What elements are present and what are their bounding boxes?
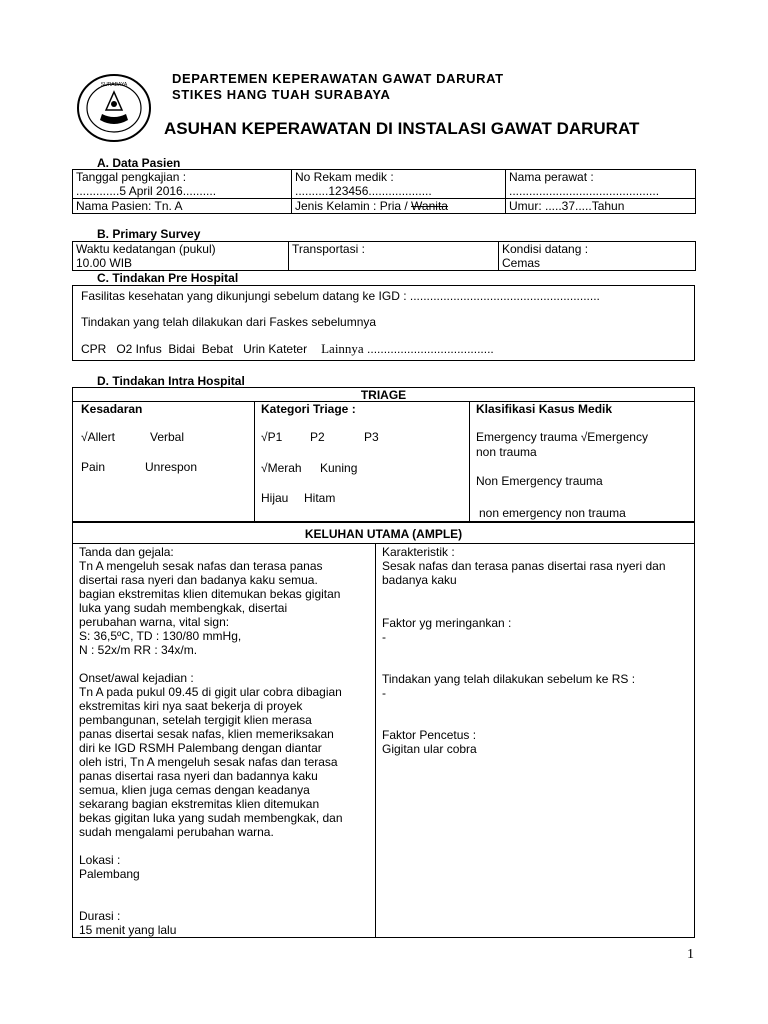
tindakan-line: Tindakan yang telah dilakukan dari Faskes sebelumnya bbox=[81, 315, 377, 329]
klasifikasi-header: Klasifikasi Kasus Medik bbox=[476, 402, 613, 416]
section-d-title: D. Tindakan Intra Hospital bbox=[97, 374, 245, 388]
transport-label: Transportasi : bbox=[292, 242, 365, 256]
tanggal-value: .............5 April 2016.......... bbox=[76, 184, 217, 198]
tindakan-rs-value: - bbox=[382, 686, 386, 700]
section-b-title: B. Primary Survey bbox=[97, 227, 201, 241]
kategori-p1: √P1 bbox=[261, 430, 283, 444]
waktu-label: Waktu kedatangan (pukul) bbox=[76, 242, 216, 256]
umur: Umur: .....37.....Tahun bbox=[506, 199, 696, 214]
kesadaran-pain: Pain bbox=[81, 460, 106, 474]
data-pasien-table bbox=[72, 169, 696, 214]
kategori-hijau: Hijau bbox=[261, 491, 289, 505]
department-title: DEPARTEMEN KEPERAWATAN GAWAT DARURAT bbox=[172, 71, 504, 86]
klasifikasi-non-emergency-trauma: Non Emergency trauma bbox=[476, 474, 603, 488]
kategori-kuning: Kuning bbox=[320, 461, 358, 475]
institution-logo bbox=[76, 70, 152, 146]
faktor-value: - bbox=[382, 630, 386, 644]
triage-header: TRIAGE bbox=[360, 388, 407, 402]
klasifikasi-emergency: Emergency trauma √Emergency bbox=[476, 430, 648, 444]
kesadaran-allert: √Allert bbox=[81, 430, 115, 444]
nama-pasien: Nama Pasien: Tn. A bbox=[73, 199, 292, 214]
kategori-merah: √Merah bbox=[261, 461, 302, 475]
jenis-kelamin-struck: Wanita bbox=[411, 199, 448, 213]
kesadaran-header: Kesadaran bbox=[81, 402, 143, 416]
kondisi-value: Cemas bbox=[502, 256, 541, 270]
primary-survey-table bbox=[72, 241, 696, 271]
waktu-value: 10.00 WIB bbox=[76, 256, 133, 270]
school-title: STIKES HANG TUAH SURABAYA bbox=[172, 87, 391, 102]
karakteristik-label: Karakteristik : bbox=[382, 545, 455, 559]
lainnya-dots: ...................................... bbox=[367, 342, 494, 356]
klasifikasi-emergency-cont: non trauma bbox=[476, 445, 537, 459]
rekam-cell bbox=[292, 170, 506, 199]
kesadaran-unrespon: Unrespon bbox=[145, 460, 198, 474]
lainnya-label: Lainnya bbox=[321, 341, 364, 356]
section-c-title: C. Tindakan Pre Hospital bbox=[97, 271, 239, 285]
tanggal-cell bbox=[73, 170, 292, 199]
tindakan-options bbox=[81, 342, 494, 356]
rekam-value: ..........123456................... bbox=[295, 184, 432, 198]
kondisi-cell bbox=[499, 242, 696, 271]
karakteristik-value: Sesak nafas dan terasa panas disertai rasa nyeri dan badanya kaku bbox=[382, 559, 666, 587]
faktor-label: Faktor yg meringankan : bbox=[382, 616, 512, 630]
logo-text: SURABAYA bbox=[100, 82, 128, 88]
perawat-label: Nama perawat : bbox=[509, 170, 594, 184]
perawat-value: ............................................. bbox=[509, 184, 660, 198]
kategori-hitam: Hitam bbox=[304, 491, 336, 505]
options-text: CPR O2 Infus Bidai Bebat Urin Kateter bbox=[81, 342, 308, 356]
transport-cell bbox=[289, 242, 499, 271]
tindakan-rs-label: Tindakan yang telah dilakukan sebelum ke RS : bbox=[382, 672, 636, 686]
kategori-header: Kategori Triage : bbox=[261, 402, 356, 416]
waktu-cell bbox=[73, 242, 289, 271]
fasilitas-line: Fasilitas kesehatan yang dikunjungi sebelum datang ke IGD : ......................................................... bbox=[81, 289, 600, 303]
kategori-p2: P2 bbox=[310, 430, 325, 444]
perawat-cell bbox=[506, 170, 696, 199]
pencetus-value: Gigitan ular cobra bbox=[382, 742, 477, 756]
kesadaran-verbal: Verbal bbox=[150, 430, 185, 444]
pre-hospital-box bbox=[72, 285, 695, 361]
page-title: ASUHAN KEPERAWATAN DI INSTALASI GAWAT DARURAT bbox=[164, 119, 640, 138]
jenis-kelamin-cell bbox=[292, 199, 506, 214]
tanggal-label: Tanggal pengkajian : bbox=[76, 170, 187, 184]
kategori-p3: P3 bbox=[364, 430, 379, 444]
kondisi-label: Kondisi datang : bbox=[502, 242, 589, 256]
keluhan-header: KELUHAN UTAMA (AMPLE) bbox=[304, 527, 463, 541]
section-a-title: A. Data Pasien bbox=[97, 156, 181, 170]
page-number: 1 bbox=[687, 947, 694, 962]
jenis-kelamin: Jenis Kelamin : Pria / bbox=[295, 199, 412, 213]
pencetus-label: Faktor Pencetus : bbox=[382, 728, 477, 742]
rekam-label: No Rekam medik : bbox=[295, 170, 394, 184]
klasifikasi-non-emergency-non-trauma: non emergency non trauma bbox=[479, 506, 626, 520]
keluhan-left-column: Tanda dan gejala: Tn A mengeluh sesak nafas dan terasa panas disertai rasa nyeri dan badanya kaku semua. bagian ekstremitas klien ditemukan bekas gigitan luka yang sudah membengkak, disertai perubahan warna, vital sign: S: 36,5ºC, TD : 130/80 mmHg, N : 52x/m RR : 34x/m. Onset/awal kejadian : Tn A pada pukul 09.45 di gigit ular cobra dibagian ekstremitas kiri nya saat bekerja di proyek pembangunan, setelah tergigit klien merasa panas disertai sesak nafas, klien memeriksakan diri ke IGD RSMH Palembang dengan diantar oleh istri, Tn A mengeluh sesak nafas dan terasa panas disertai rasa nyeri dan badannya kaku semua, klien juga cemas dengan keadanya sekarang bagian ekstremitas klien ditemukan bekas gigitan luka yang sudah membengkak, dan sudah mengalami perubahan warna. Lokasi : Palembang Durasi : 15 menit yang lalu bbox=[79, 545, 343, 937]
